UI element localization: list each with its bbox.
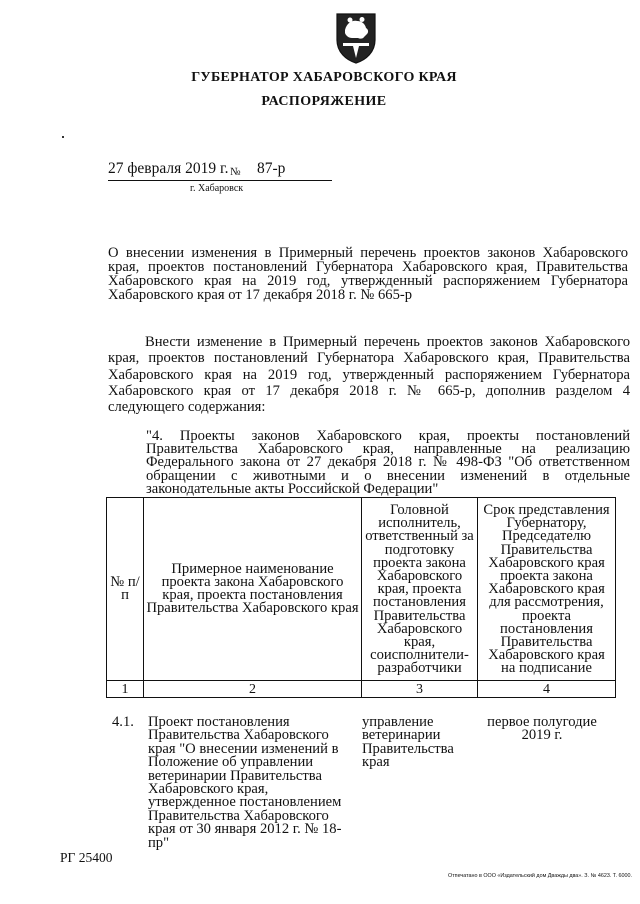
section-quote: "4. Проекты законов Хабаровского края, проекты постановлений Правительства Хабаровского края, направленные на реализацию Федерального закона от 27 декабря 2018 г. № 498-ФЗ "Об ответственном обращении с животными и о внесении изменений в отдельные законодательные акты Российской Федерации"	[146, 428, 630, 497]
header-col-number: № п/п	[107, 498, 144, 681]
header-col-executor: Головной исполнитель, ответственный за подготовку проекта закона Хабаровского края, проекта постановления Правительства Хабаровского края, соисполнители-разработчики	[362, 498, 478, 681]
row-executor: управление ветеринарии Правительства края	[362, 714, 454, 771]
table-header-row	[107, 498, 616, 681]
khabarovsk-coat-of-arms-icon	[333, 10, 379, 64]
document-number: 87-р	[257, 160, 286, 177]
row-name: Проект постановления Правительства Хабаровского края "О внесении изменений в Положение об управлении ветеринарии Правительства Хабаровского края, утвержденное постановлением Правительства Хабаровского края от 30 января 2012 г. № 18-пр"	[148, 714, 342, 851]
header-col-name: Примерное наименование проекта закона Хабаровского края, проекта постановления Правительства Хабаровского края	[144, 498, 362, 681]
governor-title: ГУБЕРНАТОР ХАБАРОВСКОГО КРАЯ	[191, 70, 457, 85]
column-number-row	[107, 681, 616, 698]
printer-imprint: Отпечатано в ООО «Издательский дом Дважды два». З. № 4623. Т. 6000.	[448, 873, 632, 879]
column-number-2: 2	[144, 681, 362, 698]
column-number-1: 1	[107, 681, 144, 698]
header-col-deadline: Срок представления Губернатору, Председателю Правительства Хабаровского края проекта закона Хабаровского края для рассмотрения, проекта постановления Правительства Хабаровского края на подписание	[478, 498, 616, 681]
column-number-4: 4	[478, 681, 616, 698]
number-sign: №	[230, 166, 241, 178]
registration-code: РГ 25400	[60, 850, 113, 865]
column-number-3: 3	[362, 681, 478, 698]
plan-table	[106, 497, 616, 698]
margin-mark	[62, 136, 64, 138]
row-number: 4.1.	[112, 714, 134, 730]
document-type: РАСПОРЯЖЕНИЕ	[261, 94, 387, 109]
row-deadline: первое полугодие 2019 г.	[487, 714, 597, 744]
document-subject: О внесении изменения в Примерный перечень проектов законов Хабаровского края, проектов постановлений Губернатора Хабаровского края, Правительства Хабаровского края на 2019 год, утвержденный распоряжением Губернатора Хабаровского края от 17 декабря 2018 г. № 665-р	[108, 245, 628, 303]
document-city: г. Хабаровск	[190, 183, 244, 194]
document-body: Внести изменение в Примерный перечень проектов законов Хабаровского края, проектов постановлений Губернатора Хабаровского края, Правительства Хабаровского края на 2019 год, утвержденный распоряжением Губернатора Хабаровского края от 17 декабря 2018 г. № 665-р, дополнив разделом 4 следующего содержания:	[108, 334, 630, 416]
document-date: 27 февраля 2019 г.	[108, 160, 229, 177]
